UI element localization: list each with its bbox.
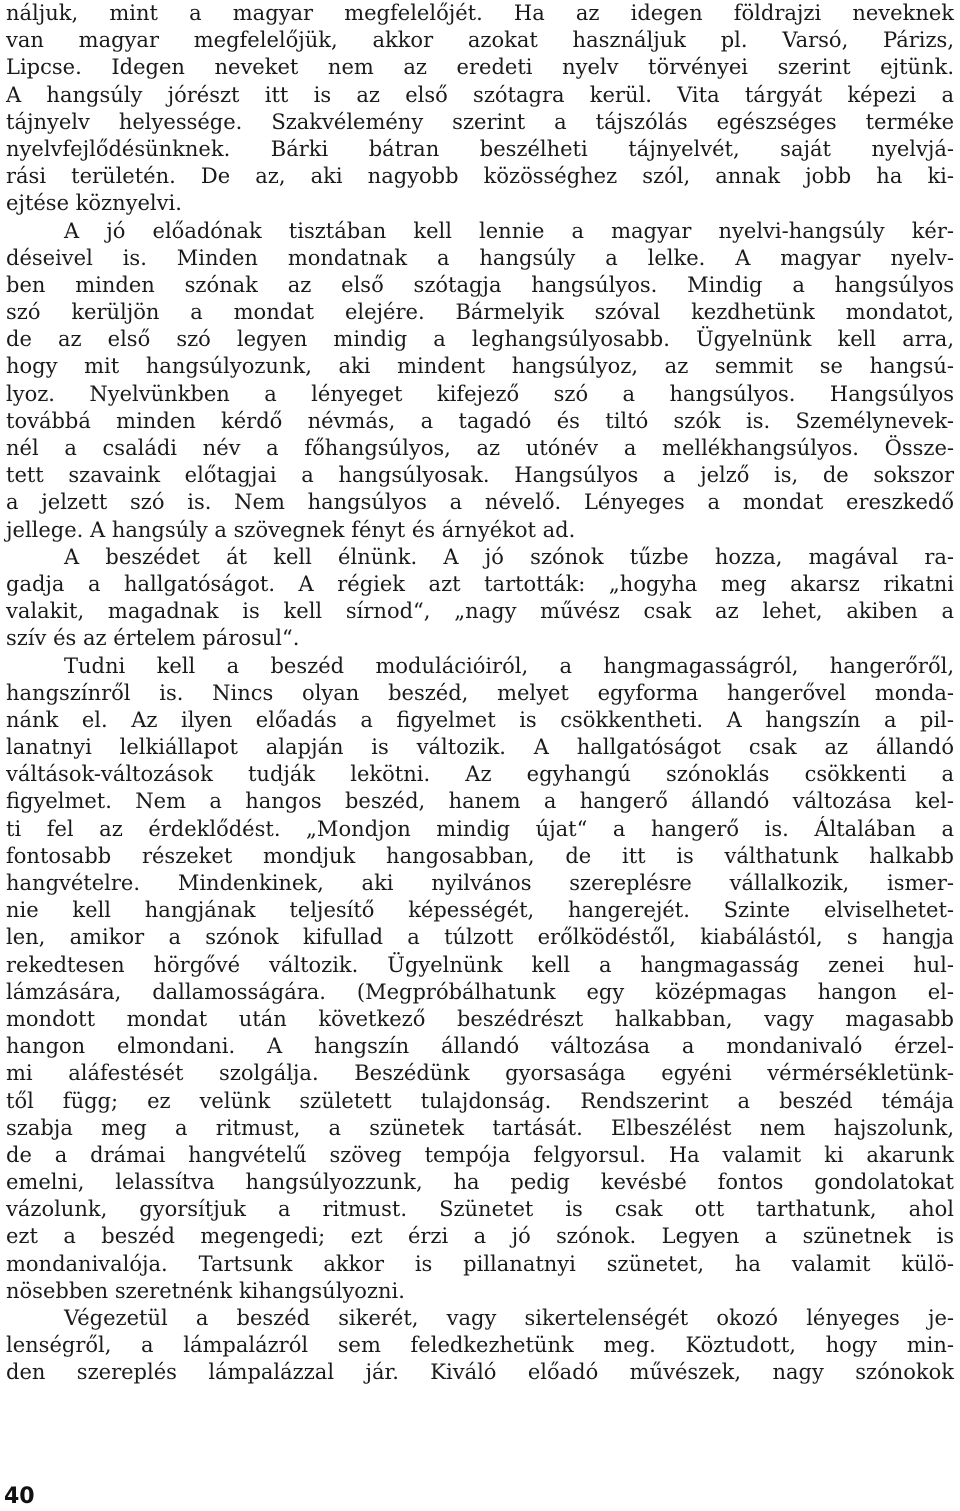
text-line: lámzására, dallamosságára. (Megpróbálhatunk egy középmagas hangon el- bbox=[6, 979, 954, 1004]
text-line: Végezetül a beszéd sikerét, vagy sikertelenségét okozó lényeges je- bbox=[64, 1306, 954, 1330]
text-line: déseivel is. Minden mondatnak a hangsúly a lelke. A magyar nyelv- bbox=[6, 245, 954, 270]
text-line: tett szavaink előtagjai a hangsúlyosak. Hangsúlyos a jelző is, de sokszor bbox=[6, 463, 954, 488]
text-line: rekedtesen hörgővé változik. Ügyelnünk kell a hangmagasság zenei hul- bbox=[6, 952, 954, 977]
text-line: A jó előadónak tisztában kell lennie a magyar nyelvi-hangsúly kér- bbox=[64, 218, 954, 243]
text-line: len, amikor a szónok kifullad a túlzott erőlködéstől, kiabálástól, s hangja bbox=[6, 925, 954, 950]
text-line: jellege. A hangsúly a szövegnek fényt és árnyékot ad. bbox=[6, 517, 576, 542]
text-line: mondott mondat után következő beszédrészt halkabban, vagy magasabb bbox=[6, 1006, 954, 1031]
text-line: nyelvfejlődésünknek. Bárki bátran beszélheti tájnyelvét, saját nyelvjá- bbox=[6, 136, 954, 161]
text-line: fontosabb részeket mondjuk hangosabban, de itt is válthatunk halkabb bbox=[6, 843, 954, 868]
text-line: den szereplés lámpalázzal jár. Kiváló előadó művészek, nagy szónokok bbox=[6, 1360, 954, 1385]
text-line: van magyar megfelelőjük, akkor azokat használjuk pl. Varsó, Párizs, bbox=[6, 28, 954, 53]
text-line: nél a családi név a főhangsúlyos, az utónév a mellékhangsúlyos. Össze- bbox=[6, 436, 954, 460]
text-line: vázolunk, gyorsítjuk a ritmust. Szünetet is csak ott tarthatunk, ahol bbox=[6, 1197, 954, 1222]
text-line: szó kerüljön a mondat elejére. Bármelyik szóval kezdhetünk mondatot, bbox=[6, 300, 954, 325]
text-line: től függ; ez velünk született tulajdonság. Rendszerint a beszéd témája bbox=[6, 1088, 954, 1113]
text-line: hangvételre. Mindenkinek, aki nyilvános szereplésre vállalkozik, ismer- bbox=[6, 871, 954, 895]
text-line: hangszínről is. Nincs olyan beszéd, melyet egyforma hangerővel monda- bbox=[6, 680, 954, 705]
text-line: ti fel az érdeklődést. „Mondjon mindig újat“ a hangerő is. Általában a bbox=[6, 816, 954, 841]
text-line: lanatnyi lelkiállapot alapján is változik. A hallgatóságot csak az állandó bbox=[6, 735, 954, 760]
text-line: A hangsúly jórészt itt is az első szótagra kerül. Vita tárgyát képezi a bbox=[6, 82, 954, 107]
text-line: de a drámai hangvételű szöveg tempója felgyorsul. Ha valamit ki akarunk bbox=[6, 1142, 954, 1167]
text-line: lyoz. Nyelvünkben a lényeget kifejező szó a hangsúlyos. Hangsúlyos bbox=[6, 381, 954, 406]
text-line: gadja a hallgatóságot. A régiek azt tartották: „hogyha meg akarsz rikatni bbox=[6, 571, 954, 596]
text-line: hangon elmondani. A hangszín állandó változása a mondanivaló érzel- bbox=[6, 1034, 954, 1059]
text-line: a jelzett szó is. Nem hangsúlyos a névelő. Lényeges a mondat ereszkedő bbox=[6, 490, 954, 515]
text-line: lenségről, a lámpalázról sem feledkezhetünk meg. Köztudott, hogy min- bbox=[6, 1333, 954, 1358]
text-line: nálјuk, mint a magyar megfelelőjét. Ha az idegen földrajzi neveknek bbox=[6, 1, 954, 25]
page-body bbox=[6, 0, 954, 1387]
text-line: ejtése köznyelvi. bbox=[6, 191, 182, 216]
text-line: rási területén. De az, aki nagyobb közösséghez szól, annak jobb ha ki- bbox=[6, 164, 954, 189]
text-line: nie kell hangjának teljesítő képességét, hangerejét. Szinte elviselhetet- bbox=[6, 898, 954, 923]
text-line: nánk el. Az ilyen előadás a figyelmet is csökkentheti. A hangszín a pil- bbox=[6, 707, 954, 732]
text-line: Tudni kell a beszéd modulációiról, a hangmagasságról, hangerőről, bbox=[64, 653, 954, 678]
text-line: tájnyelv helyessége. Szakvélemény szerint a tájszólás egészséges terméke bbox=[6, 109, 954, 134]
text-line: A beszédet át kell élnünk. A jó szónok tűzbe hozza, magával ra- bbox=[64, 544, 954, 569]
text-line: ezt a beszéd megengedi; ezt érzi a jó szónok. Legyen a szünetnek is bbox=[6, 1224, 954, 1249]
text-line: szív és az értelem párosul“. bbox=[6, 626, 300, 651]
text-line: valakit, magadnak is kell sírnod“, „nagy művész csak az lehet, akiben a bbox=[6, 599, 954, 624]
text-line: mi aláfestését szolgálja. Beszédünk gyorsasága egyéni vérmérsékletünk- bbox=[6, 1061, 954, 1086]
text-line: emelni, lelassítva hangsúlyozzunk, ha pedig kevésbé fontos gondolatokat bbox=[6, 1170, 954, 1195]
text-line: figyelmet. Nem a hangos beszéd, hanem a hangerő állandó változása kel- bbox=[6, 789, 954, 814]
text-line: Lipcse. Idegen neveket nem az eredeti nyelv törvényei szerint ejtünk. bbox=[6, 55, 954, 80]
text-line: szabja meg a ritmust, a szünetek tartását. Elbeszélést nem hajszolunk, bbox=[6, 1115, 954, 1140]
text-line: de az első szó legyen mindig a leghangsúlyosabb. Ügyelnünk kell arra, bbox=[6, 327, 954, 352]
text-line: nösebben szeretnénk kihangsúlyozni. bbox=[6, 1278, 405, 1303]
text-line: mondanivalója. Tartsunk akkor is pillanatnyi szünetet, ha valamit külö- bbox=[6, 1251, 954, 1276]
page-number: 40 bbox=[4, 1484, 35, 1509]
text-line: váltások-változások tudják lekötni. Az egyhangú szónoklás csökkenti a bbox=[6, 762, 954, 787]
text-line: továbbá minden kérdő névmás, a tagadó és tiltó szók is. Személynevek- bbox=[6, 408, 954, 433]
text-line: hogy mit hangsúlyozunk, aki mindent hangsúlyoz, az semmit se hangsú- bbox=[6, 354, 954, 379]
text-line: ben minden szónak az első szótagja hangsúlyos. Mindig a hangsúlyos bbox=[6, 272, 954, 297]
